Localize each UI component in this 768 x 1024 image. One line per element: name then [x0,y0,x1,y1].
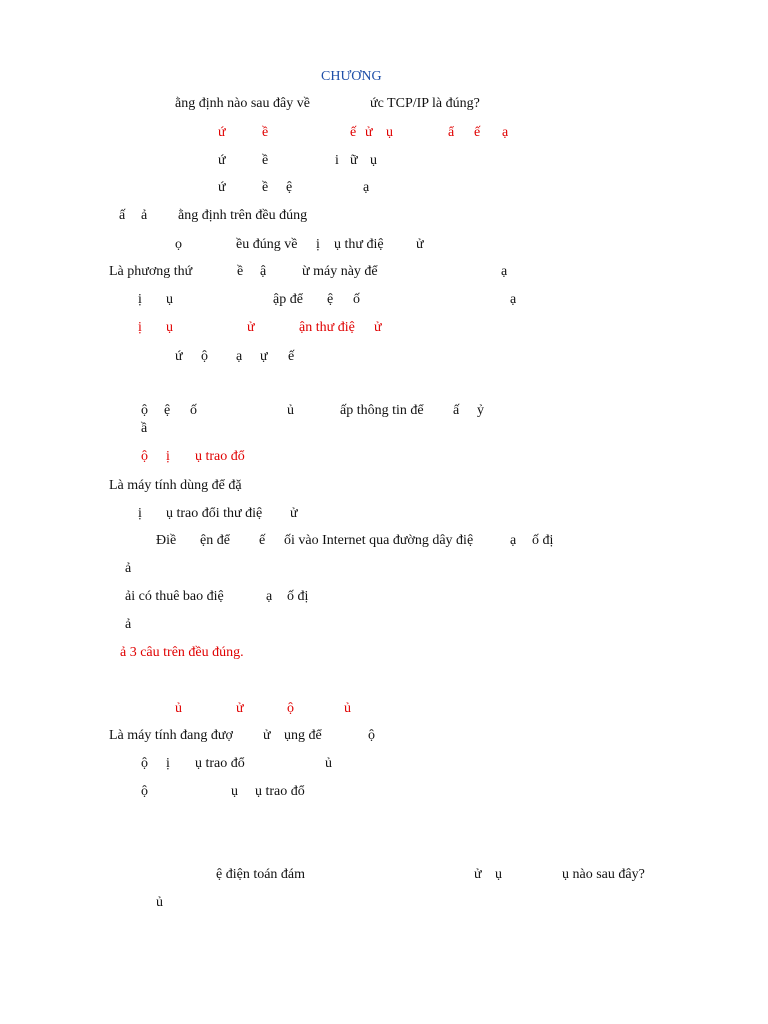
answer-fragment: ạ [236,349,243,364]
answer-text: Là máy tính đang đượ [109,728,233,743]
answer-fragment: ứ [218,125,226,140]
answer-text: ụng để [284,728,322,743]
question-fragment: ụ [495,867,502,882]
question-fragment: ọ [175,237,182,252]
answer-fragment: ị [166,756,170,771]
answer-fragment: ụ [166,292,173,307]
answer-text: ừ máy này để [302,264,378,279]
answer-fragment: ề [237,264,244,279]
answer-fragment: ứ [175,349,183,364]
answer-fragment: ề [262,180,269,195]
answer-fragment: ạ [502,125,509,140]
answer-fragment: ạ [363,180,370,195]
answer-fragment: ụ [386,125,393,140]
answer-fragment: ế [350,125,357,140]
answer-fragment: ố [353,292,360,307]
answer-text: ận thư điệ [299,320,355,335]
answer-fragment: ế [474,125,481,140]
answer-fragment: ử [263,728,271,743]
answer-fragment: ộ [141,784,148,799]
question-fragment: ủ [287,403,294,418]
question-text: ức TCP/IP là đúng? [370,96,480,111]
answer-fragment: ụ [370,153,377,168]
answer-fragment: ả [125,617,132,632]
answer-fragment: ộ [368,728,375,743]
answer-fragment: ộ [141,449,148,464]
answer-fragment: ữ [350,153,358,168]
question-text: Điề [156,533,177,548]
answer-fragment: ử [247,320,255,335]
chapter-title: CHƯƠNG [321,69,382,84]
question-text: ều đúng về [236,237,298,252]
answer-text: ập để [273,292,303,307]
question-fragment: ử [416,237,424,252]
answer-text: ụ trao đổ [255,784,305,799]
answer-fragment: ụ [166,320,173,335]
answer-fragment: ề [262,125,269,140]
answer-fragment: ệ [327,292,334,307]
answer-fragment: ủ [325,756,332,771]
answer-fragment: ứ [218,180,226,195]
answer-fragment: ự [260,349,268,364]
answer-fragment: ị [138,506,142,521]
answer-fragment: ị [166,449,170,464]
question-fragment: ố [190,403,197,418]
answer-fragment: ấ [119,208,126,223]
answer-fragment: ứ [218,153,226,168]
answer-text: ằng định trên đều đúng [178,208,308,223]
question-fragment: ộ [287,701,294,716]
answer-fragment: ộ [201,349,208,364]
answer-fragment: ậ [260,264,267,279]
answer-fragment: ế [288,349,295,364]
answer-fragment: ị [138,292,142,307]
answer-fragment: ề [262,153,269,168]
answer-text: ụ trao đổi thư điệ [166,506,263,521]
question-fragment: ủ [175,701,182,716]
question-fragment: ế [259,533,266,548]
answer-fragment: ạ [501,264,508,279]
question-text: ấp thông tin để [340,403,424,418]
question-fragment: ỷ [477,403,484,418]
question-text: ụ thư điệ [334,237,384,252]
answer-fragment: ả [125,561,132,576]
question-text: ố đị [532,533,554,548]
answer-text: ụ trao đổ [195,449,245,464]
question-fragment: ị [316,237,320,252]
answer-fragment: i [335,153,339,168]
answer-fragment: ị [138,320,142,335]
answer-fragment: ả [141,208,148,223]
answer-fragment: ử [374,320,382,335]
question-fragment: ử [236,701,244,716]
question-fragment: ạ [510,533,517,548]
question-fragment: ộ [141,403,148,418]
answer-text: ụ trao đổ [195,756,245,771]
answer-text: ả 3 câu trên đều đúng. [120,645,244,660]
question-text: ệ điện toán đám [216,867,306,882]
question-fragment: ủ [344,701,351,716]
question-fragment: ệ [164,403,171,418]
question-text: ối vào Internet qua đường dây điệ [284,533,474,548]
answer-fragment: ẩ [448,125,455,140]
question-fragment: ầ [141,421,148,436]
question-text: ằng định nào sau đây về [175,96,310,111]
answer-fragment: ử [290,506,298,521]
question-fragment: ấ [453,403,460,418]
answer-text: Là phương thứ [109,264,193,279]
answer-fragment: ử [365,125,373,140]
answer-fragment: ộ [141,756,148,771]
answer-fragment: ệ [286,180,293,195]
answer-fragment: ạ [266,589,273,604]
answer-fragment: ủ [156,895,163,910]
answer-text: ải có thuê bao điệ [125,589,224,604]
answer-text: ố đị [287,589,309,604]
answer-fragment: ạ [510,292,517,307]
question-fragment: ử [474,867,482,882]
answer-fragment: ụ [231,784,238,799]
answer-text: Là máy tính dùng để đặ [109,478,242,493]
question-text: ện để [200,533,230,548]
question-text: ụ nào sau đây? [562,867,645,882]
